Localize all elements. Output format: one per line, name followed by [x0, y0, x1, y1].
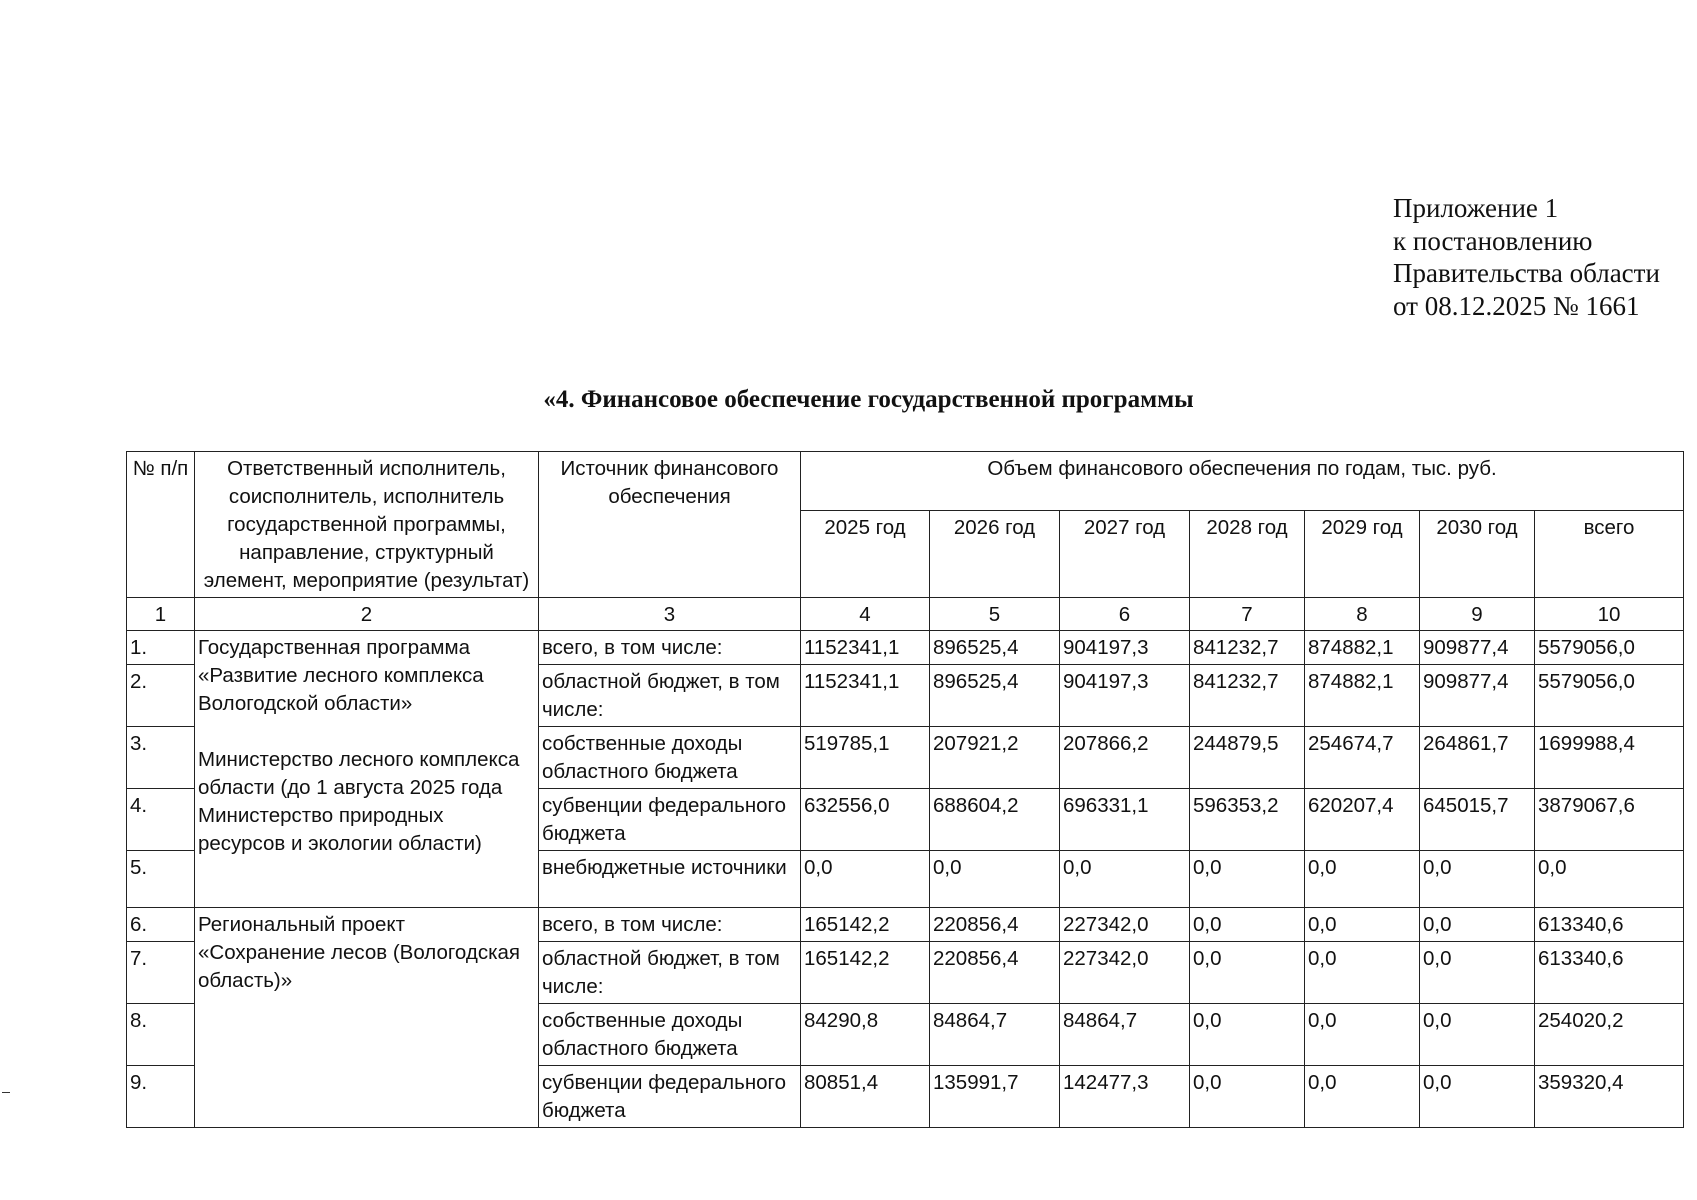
value-cell: 1152341,1 — [801, 631, 930, 665]
header-year: 2026 год — [930, 510, 1060, 597]
header-year: 2027 год — [1060, 510, 1190, 597]
value-cell: 244879,5 — [1190, 727, 1305, 789]
value-cell: 0,0 — [1190, 1004, 1305, 1066]
column-number: 7 — [1190, 598, 1305, 631]
value-cell: 0,0 — [1305, 942, 1420, 1004]
header-year: 2030 год — [1420, 510, 1535, 597]
total-cell: 5579056,0 — [1535, 631, 1684, 665]
total-cell: 613340,6 — [1535, 908, 1684, 942]
funding-source: всего, в том числе: — [539, 908, 801, 942]
table-row — [127, 908, 1684, 942]
total-cell: 5579056,0 — [1535, 665, 1684, 727]
column-number: 6 — [1060, 598, 1190, 631]
column-number: 5 — [930, 598, 1060, 631]
value-cell: 0,0 — [1190, 1066, 1305, 1128]
funding-source: областной бюджет, в том числе: — [539, 665, 801, 727]
value-cell: 220856,4 — [930, 942, 1060, 1004]
funding-source: всего, в том числе: — [539, 631, 801, 665]
responsible-executor: Министерство лесного комплекса области (до 1 августа 2025 года Министерство природных ресурсов и экологии области) — [198, 748, 520, 855]
value-cell: 896525,4 — [930, 631, 1060, 665]
column-number: 4 — [801, 598, 930, 631]
total-cell: 359320,4 — [1535, 1066, 1684, 1128]
header-volume: Объем финансового обеспечения по годам, тыс. руб. — [801, 452, 1684, 511]
column-number: 8 — [1305, 598, 1420, 631]
value-cell: 207921,2 — [930, 727, 1060, 789]
section-heading — [0, 386, 1697, 414]
value-cell: 227342,0 — [1060, 908, 1190, 942]
total-cell: 0,0 — [1535, 851, 1684, 908]
executor-cell — [195, 631, 539, 908]
executor-cell — [195, 908, 539, 1128]
value-cell: 841232,7 — [1190, 631, 1305, 665]
row-number: 8. — [127, 1004, 195, 1066]
row-number: 6. — [127, 908, 195, 942]
funding-source: областной бюджет, в том числе: — [539, 942, 801, 1004]
value-cell: 165142,2 — [801, 942, 930, 1004]
value-cell: 0,0 — [801, 851, 930, 908]
header-no: № п/п — [127, 452, 195, 598]
value-cell: 874882,1 — [1305, 631, 1420, 665]
table-row — [127, 631, 1684, 665]
value-cell: 0,0 — [930, 851, 1060, 908]
funding-source: субвенции федерального бюджета — [539, 789, 801, 851]
value-cell: 904197,3 — [1060, 665, 1190, 727]
value-cell: 84864,7 — [930, 1004, 1060, 1066]
row-number: 3. — [127, 727, 195, 789]
column-number: 10 — [1535, 598, 1684, 631]
value-cell: 0,0 — [1305, 908, 1420, 942]
value-cell: 896525,4 — [930, 665, 1060, 727]
funding-source: субвенции федерального бюджета — [539, 1066, 801, 1128]
project-name: Региональный проект «Сохранение лесов (Вологодская область)» — [198, 913, 521, 992]
value-cell: 688604,2 — [930, 789, 1060, 851]
value-cell: 0,0 — [1420, 851, 1535, 908]
value-cell: 620207,4 — [1305, 789, 1420, 851]
row-number: 1. — [127, 631, 195, 665]
value-cell: 165142,2 — [801, 908, 930, 942]
value-cell: 264861,7 — [1420, 727, 1535, 789]
annex-line: к постановлению — [1393, 225, 1593, 256]
value-cell: 1152341,1 — [801, 665, 930, 727]
value-cell: 220856,4 — [930, 908, 1060, 942]
value-cell: 0,0 — [1305, 851, 1420, 908]
header-year: 2025 год — [801, 510, 930, 597]
funding-source: собственные доходы областного бюджета — [539, 1004, 801, 1066]
value-cell: 0,0 — [1420, 1004, 1535, 1066]
program-name: Государственная программа «Развитие лесного комплекса Вологодской области» — [198, 636, 484, 715]
value-cell: 0,0 — [1190, 942, 1305, 1004]
section-heading-text: «4. Финансовое обеспечение государственной программы — [543, 386, 1194, 413]
total-cell: 3879067,6 — [1535, 789, 1684, 851]
value-cell: 0,0 — [1060, 851, 1190, 908]
column-number: 9 — [1420, 598, 1535, 631]
header-year: 2028 год — [1190, 510, 1305, 597]
value-cell: 909877,4 — [1420, 665, 1535, 727]
funding-source: собственные доходы областного бюджета — [539, 727, 801, 789]
row-number: 5. — [127, 851, 195, 908]
value-cell: 519785,1 — [801, 727, 930, 789]
header-total: всего — [1535, 510, 1684, 597]
value-cell: 0,0 — [1420, 908, 1535, 942]
value-cell: 0,0 — [1190, 851, 1305, 908]
value-cell: 0,0 — [1305, 1004, 1420, 1066]
column-number: 3 — [539, 598, 801, 631]
value-cell: 227342,0 — [1060, 942, 1190, 1004]
value-cell: 904197,3 — [1060, 631, 1190, 665]
value-cell: 645015,7 — [1420, 789, 1535, 851]
value-cell: 207866,2 — [1060, 727, 1190, 789]
value-cell: 632556,0 — [801, 789, 930, 851]
row-number: 9. — [127, 1066, 195, 1128]
value-cell: 254674,7 — [1305, 727, 1420, 789]
value-cell: 841232,7 — [1190, 665, 1305, 727]
column-number: 1 — [127, 598, 195, 631]
value-cell: 135991,7 — [930, 1066, 1060, 1128]
value-cell: 0,0 — [1420, 1066, 1535, 1128]
value-cell: 84864,7 — [1060, 1004, 1190, 1066]
annex-line: Приложение 1 — [1393, 193, 1559, 223]
value-cell: 84290,8 — [801, 1004, 930, 1066]
row-number: 2. — [127, 665, 195, 727]
value-cell: 0,0 — [1190, 908, 1305, 942]
value-cell: 80851,4 — [801, 1066, 930, 1128]
value-cell: 909877,4 — [1420, 631, 1535, 665]
total-cell: 613340,6 — [1535, 942, 1684, 1004]
row-number: 7. — [127, 942, 195, 1004]
annex-block — [1393, 192, 1660, 322]
value-cell: 142477,3 — [1060, 1066, 1190, 1128]
total-cell: 1699988,4 — [1535, 727, 1684, 789]
annex-line: от 08.12.2025 № 1661 — [1393, 290, 1640, 321]
value-cell: 874882,1 — [1305, 665, 1420, 727]
header-year: 2029 год — [1305, 510, 1420, 597]
value-cell: 696331,1 — [1060, 789, 1190, 851]
value-cell: 0,0 — [1305, 1066, 1420, 1128]
row-number: 4. — [127, 789, 195, 851]
column-number: 2 — [195, 598, 539, 631]
financing-table — [126, 451, 1684, 1128]
margin-mark — [2, 1092, 10, 1093]
total-cell: 254020,2 — [1535, 1004, 1684, 1066]
value-cell: 0,0 — [1420, 942, 1535, 1004]
annex-line: Правительства области — [1393, 258, 1660, 288]
funding-source: внебюджетные источники — [539, 851, 801, 908]
header-row — [127, 452, 1684, 511]
header-executor: Ответственный исполнитель, соисполнитель, исполнитель государственной программы, направление, структурный элемент, мероприятие (результат) — [195, 452, 539, 598]
header-source: Источник финансового обеспечения — [539, 452, 801, 598]
column-number-row — [127, 598, 1684, 631]
value-cell: 596353,2 — [1190, 789, 1305, 851]
